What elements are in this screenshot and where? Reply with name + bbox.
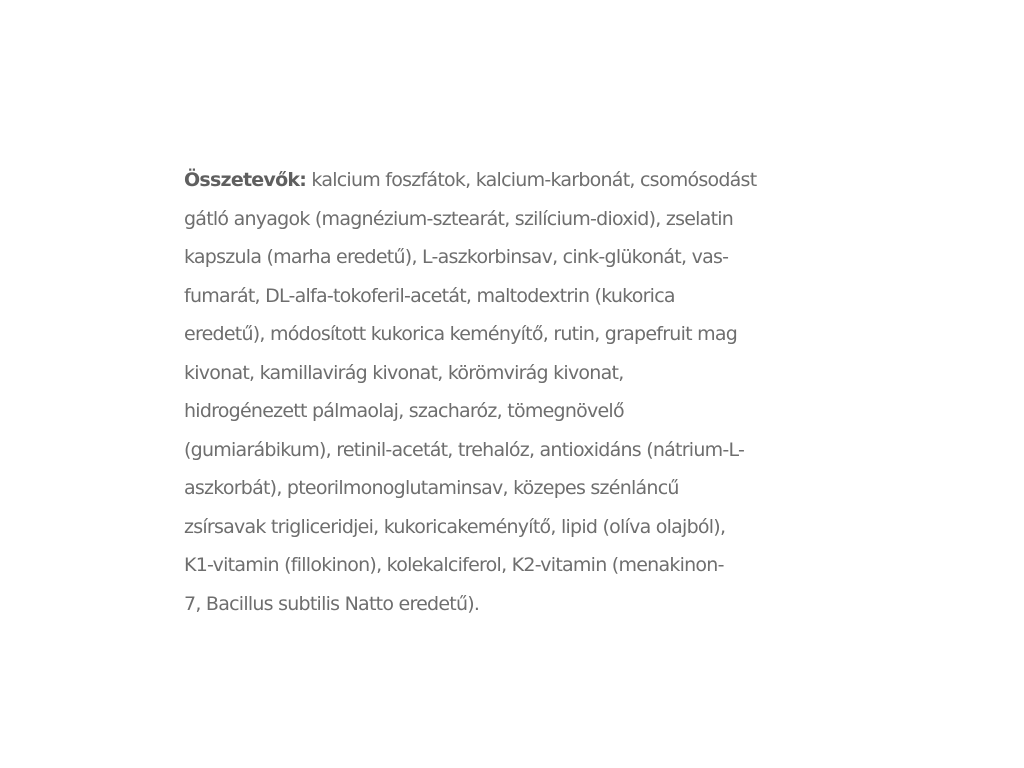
ingredients-line: kapszula (marha eredetű), L-aszkorbinsav, cink-glükonát, vas-	[184, 246, 729, 268]
ingredients-line: kivonat, kamillavirág kivonat, körömvirág kivonat,	[184, 361, 624, 384]
ingredients-line-text: kalcium foszfátok, kalcium-karbonát, csomósodást	[306, 169, 757, 191]
ingredients-line: fumarát, DL-alfa-tokoferil-acetát, maltodextrin (kukorica	[184, 284, 675, 307]
ingredients-line: hidrogénezett pálmaolaj, szacharóz, tömegnövelő	[184, 400, 624, 422]
ingredients-line: zsírsavak trigliceridjei, kukoricakeményítő, lipid (olíva olajból),	[184, 515, 726, 538]
ingredients-label: Összetevők:	[184, 169, 307, 191]
ingredients-line: 7, Bacillus subtilis Natto eredetű).	[184, 592, 480, 615]
ingredients-paragraph	[184, 161, 836, 623]
ingredients-line: gátló anyagok (magnézium-sztearát, szilícium-dioxid), zselatin	[184, 207, 734, 230]
ingredients-line: (gumiarábikum), retinil-acetát, trehalóz, antioxidáns (nátrium-L-	[184, 438, 745, 461]
ingredients-line: K1-vitamin (fillokinon), kolekalciferol, K2-vitamin (menakinon-	[184, 554, 724, 576]
ingredients-line: aszkorbát), pteorilmonoglutaminsav, közepes szénláncű	[184, 477, 679, 499]
ingredients-line	[184, 161, 836, 200]
ingredients-line: eredetű), módosított kukorica keményítő, rutin, grapefruit mag	[184, 323, 738, 345]
